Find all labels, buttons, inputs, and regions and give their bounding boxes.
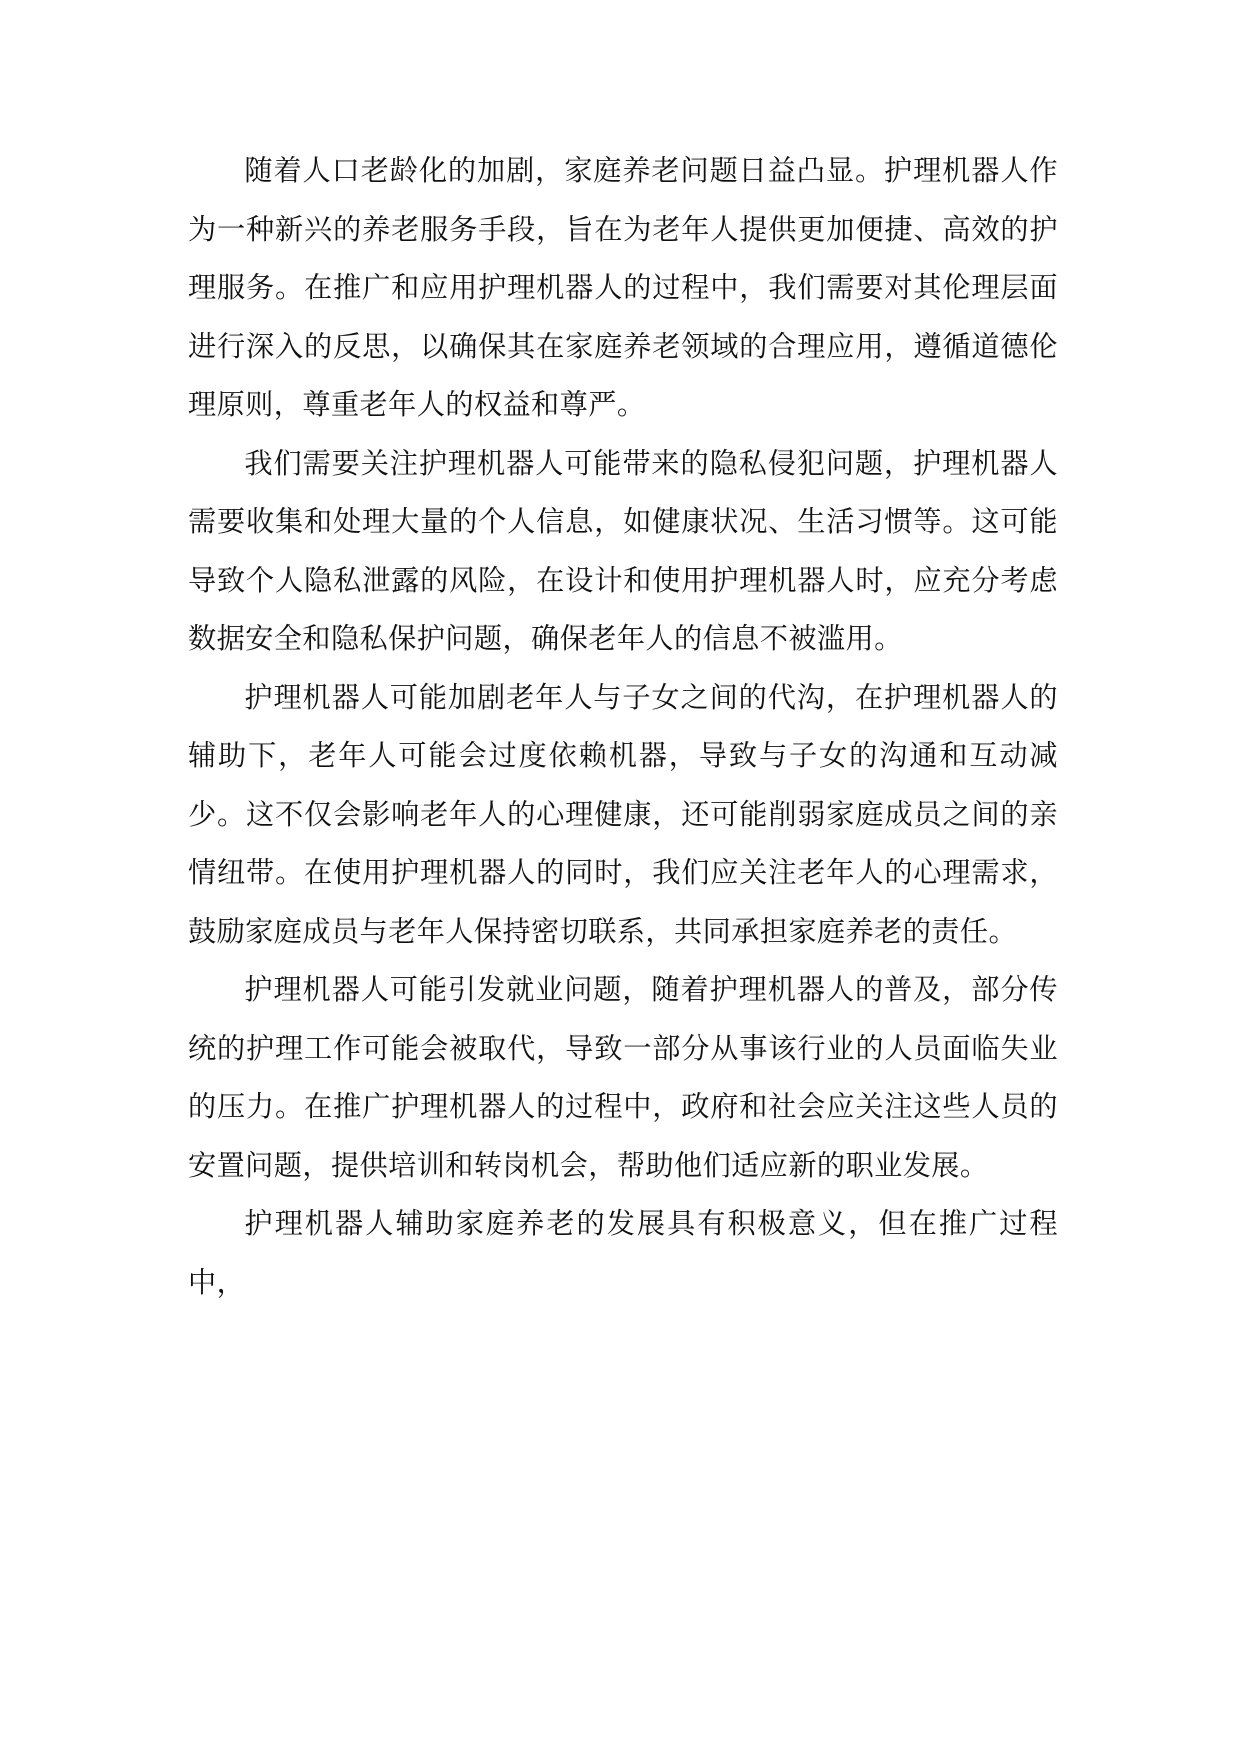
paragraph: 随着人口老龄化的加剧，家庭养老问题日益凸显。护理机器人作为一种新兴的养老服务手段，旨在为老年人提供更加便捷、高效的护理服务。在推广和应用护理机器人的过程中，我们需要对其伦理层面进行深入的反思，以确保其在家庭养老领域的合理应用，遵循道德伦理原则，尊重老年人的权益和尊严。 bbox=[188, 154, 1058, 421]
document-body bbox=[188, 142, 1058, 1312]
paragraph: 护理机器人可能引发就业问题，随着护理机器人的普及，部分传统的护理工作可能会被取代，导致一部分从事该行业的人员面临失业的压力。在推广护理机器人的过程中，政府和社会应关注这些人员的安置问题，提供培训和转岗机会，帮助他们适应新的职业发展。 bbox=[188, 973, 1058, 1182]
paragraph: 护理机器人辅助家庭养老的发展具有积极意义，但在推广过程中， bbox=[188, 1207, 1058, 1299]
paragraph: 我们需要关注护理机器人可能带来的隐私侵犯问题，护理机器人需要收集和处理大量的个人信息，如健康状况、生活习惯等。这可能导致个人隐私泄露的风险，在设计和使用护理机器人时，应充分考虑数据安全和隐私保护问题，确保老年人的信息不被滥用。 bbox=[188, 446, 1058, 655]
paragraph: 护理机器人可能加剧老年人与子女之间的代沟，在护理机器人的辅助下，老年人可能会过度依赖机器，导致与子女的沟通和互动减少。这不仅会影响老年人的心理健康，还可能削弱家庭成员之间的亲情纽带。在使用护理机器人的同时，我们应关注老年人的心理需求，鼓励家庭成员与老年人保持密切联系，共同承担家庭养老的责任。 bbox=[188, 680, 1058, 948]
